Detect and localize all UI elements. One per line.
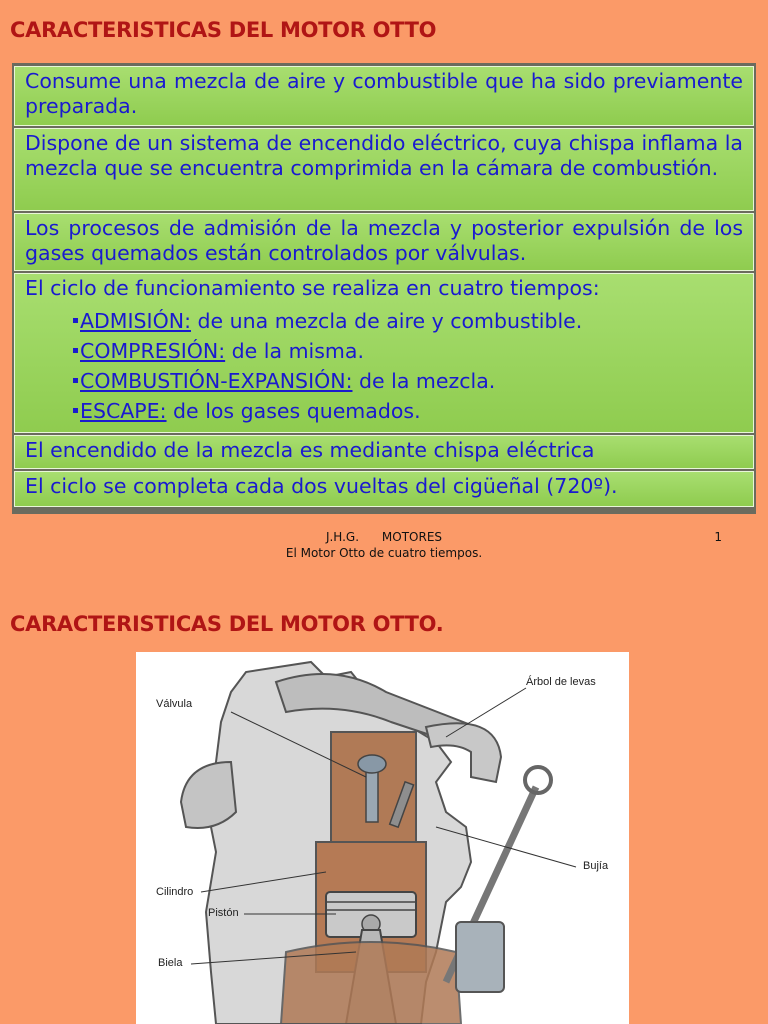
engine-illustration xyxy=(136,652,629,1024)
cycle-desc: de la mezcla. xyxy=(352,369,496,393)
cycle-desc: de una mezcla de aire y combustible. xyxy=(190,309,583,333)
label-biela: Biela xyxy=(158,957,183,969)
footer-author: J.H.G. xyxy=(325,530,360,544)
features-table xyxy=(12,63,756,514)
cycle-desc: de los gases quemados. xyxy=(166,399,421,423)
feature-text: Consume una mezcla de aire y combustible que ha sido previamente preparada. xyxy=(25,69,743,118)
cycle-item-escape xyxy=(73,396,743,426)
slide-title-2: CARACTERISTICAS DEL MOTOR OTTO. xyxy=(10,612,444,636)
cycle-desc: de la misma. xyxy=(225,339,364,363)
bullet-icon xyxy=(73,348,78,353)
cycle-item-compresion xyxy=(73,336,743,366)
footer-subtitle: El Motor Otto de cuatro tiempos. xyxy=(285,546,483,560)
feature-box-3 xyxy=(14,213,754,271)
feature-box-5 xyxy=(14,435,754,469)
label-valvula: Válvula xyxy=(156,698,193,710)
cycle-item-admision xyxy=(73,306,743,336)
cycle-item-combustion xyxy=(73,366,743,396)
engine-diagram xyxy=(136,652,629,1024)
feature-box-4 xyxy=(14,273,754,433)
label-arbol-de-levas: Árbol de levas xyxy=(526,676,596,688)
page-number: 1 xyxy=(714,530,722,544)
cycle-term: ESCAPE: xyxy=(80,399,167,423)
label-cilindro: Cilindro xyxy=(156,886,194,898)
label-piston: Pistón xyxy=(208,907,239,919)
feature-box-2 xyxy=(14,128,754,211)
cycle-term: ADMISIÓN: xyxy=(80,309,191,333)
bullet-icon xyxy=(73,408,78,413)
feature-text: Los procesos de admisión de la mezcla y posterior expulsión de los gases quemados están controlados por válvulas. xyxy=(25,216,743,265)
feature-text: El ciclo de funcionamiento se realiza en cuatro tiempos: xyxy=(25,276,600,300)
slide-title: CARACTERISTICAS DEL MOTOR OTTO xyxy=(10,18,437,42)
cycle-term: COMBUSTIÓN-EXPANSIÓN: xyxy=(80,369,353,393)
label-bujia: Bujía xyxy=(583,860,609,872)
feature-text: Dispone de un sistema de encendido eléctrico, cuya chispa inflama la mezcla que se encuentra comprimida en la cámara de combustión. xyxy=(25,131,743,180)
feature-box-1 xyxy=(14,66,754,126)
feature-box-6 xyxy=(14,471,754,507)
bullet-icon xyxy=(73,378,78,383)
bullet-icon xyxy=(73,318,78,323)
feature-text: El ciclo se completa cada dos vueltas del cigüeñal (720º). xyxy=(25,474,618,498)
feature-text: El encendido de la mezcla es mediante chispa eléctrica xyxy=(25,438,595,462)
slide-footer xyxy=(0,529,768,561)
footer-section: MOTORES xyxy=(381,530,443,544)
cycle-term: COMPRESIÓN: xyxy=(80,339,226,363)
